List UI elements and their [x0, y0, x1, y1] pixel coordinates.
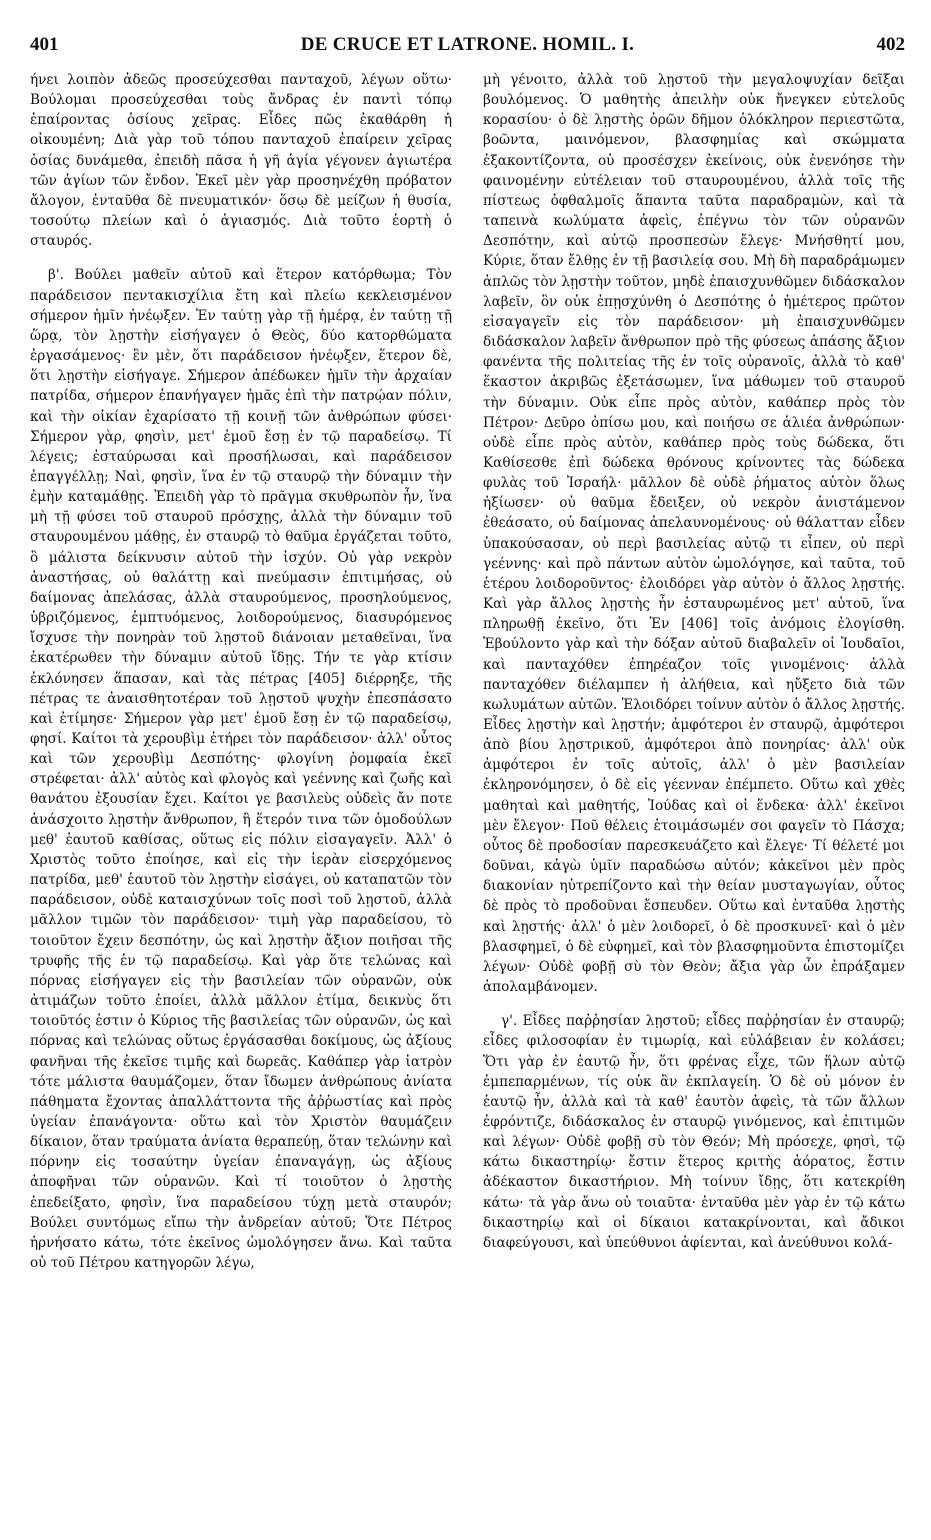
right-column — [483, 70, 905, 1253]
running-title: DE CRUCE ET LATRONE. HOMIL. I. — [300, 34, 635, 55]
left-paragraph-2: β'. Βούλει μαθεῖν αὐτοῦ καὶ ἕτερον κατόρθωμα; Τὸν παράδεισον πεντακισχίλια ἔτη καὶ πλείω κεκλεισμένον σήμερον ἡμῖν ἠνέῳξεν. Ἐν ταύτῃ γὰρ τῇ ἡμέρᾳ, ἐν ταύτῃ τῇ ὥρᾳ, τὸν λῃστὴν εἰσήγαγεν ὁ Θεὸς, δύο κατορθώματα ἐργασάμενος· ἓν μὲν, ὅτι παράδεισον ἠνέῳξεν, ἕτερον δὲ, ὅτι λῃστὴν εἰσήγαγε. Σήμερον ἀπέδωκεν ἡμῖν τὴν ἀρχαίαν πατρίδα, σήμερον ἐπανήγαγεν ἡμᾶς ἐπὶ τὴν πατρῴαν πόλιν, καὶ τὴν οἰκίαν ἐχαρίσατο τῇ κοινῇ τῶν ἀνθρώπων φύσει· Σήμερον γὰρ, φησὶν, μετ' ἐμοῦ ἔσῃ ἐν τῷ παραδείσῳ. Τί λέγεις; ἐσταύρωσαι καὶ προσήλωσαι, καὶ παράδεισον ἐπαγγέλλῃ; Ναὶ, φησὶν, ἵνα ἐν τῷ σταυρῷ τὴν δύναμιν τὴν ἐμὴν καταμάθῃς. Ἐπειδὴ γὰρ τὸ πρᾶγμα σκυθρωπὸν ἦν, ἵνα μὴ τῇ φύσει τοῦ σταυροῦ πρόσχῃς, ἀλλὰ τὴν δύναμιν τοῦ σταυρουμένου μάθῃς, ἐν σταυρῷ τὸ θαῦμα ἐργάζεται τοῦτο, ὃ μάλιστα δείκνυσιν αὐτοῦ τὴν ἰσχύν. Οὐ γὰρ νεκρὸν ἀναστήσας, οὐ θαλάττῃ καὶ πνεύμασιν ἐπιτιμήσας, οὐ δαίμονας ἀπελάσας, ἀλλὰ σταυρούμενος, προσηλούμενος, ὑβριζόμενος, ἐμπτυόμενος, λοιδορούμενος, διασυρόμενος ἴσχυσε τὴν πονηρὰν τοῦ λῃστοῦ διάνοιαν μεταθεῖναι, ἵνα ἑκατέρωθεν τὴν δύναμιν αὐτοῦ ἴδῃς. Τήν τε γὰρ κτίσιν ἐκλόνησεν ἅπασαν, καὶ τὰς πέτρας [405] διέρρηξε, τῆς πέτρας τε ἀναισθητοτέραν τοῦ λῃστοῦ ψυχὴν ἐπεσπάσατο καὶ ἐτίμησε· Σήμερον γὰρ μετ' ἐμοῦ ἔσῃ ἐν τῷ παραδείσῳ, φησί. Καίτοι τὰ χερουβὶμ ἐτήρει τὸν παράδεισον· ἀλλ' οὗτος καὶ τῶν χερουβὶμ Δεσπότης· φλογίνη ῥομφαία ἐκεῖ στρέφεται· ἀλλ' αὐτὸς καὶ φλογὸς καὶ γεέννης καὶ ζωῆς καὶ θανάτου ἐξουσίαν ἔχει. Καίτοι γε βασιλεὺς οὐδεὶς ἄν ποτε ἀνάσχοιτο λῃστὴν ἄνθρωπον, ἢ ἕτερόν τινα τῶν ὁμοδούλων μεθ' ἑαυτοῦ καθίσας, οὕτως εἰς πόλιν εἰσαγαγεῖν. Ἀλλ' ὁ Χριστὸς τοῦτο ἐποίησε, καὶ εἰς τὴν ἱερὰν εἰσερχόμενος πατρίδα, μεθ' ἑαυτοῦ τὸν λῃστὴν εἰσάγει, οὐ καταπατῶν τὸν παράδεισον, οὐδὲ καταισχύνων τοῖς ποσὶ τοῦ λῃστοῦ, ἀλλὰ μᾶλλον τιμῶν τὸν παράδεισον· τιμὴ γὰρ παραδείσου, τὸ τοιοῦτον ἔχειν δεσπότην, ὡς καὶ λῃστὴν ἄξιον ποιῆσαι τῆς τρυφῆς τῆς ἐν τῷ παραδείσῳ. Καὶ γὰρ ὅτε τελώνας καὶ πόρνας εἰσήγαγεν εἰς τὴν βασιλείαν τῶν οὐρανῶν, οὐκ ἀτιμάζων τοῦτο ἐποίει, ἀλλὰ μᾶλλον ἐτίμα, δεικνὺς ὅτι τοιοῦτός ἐστιν ὁ Κύριος τῆς βασιλείας τῶν οὐρανῶν, ὡς καὶ πόρνας καὶ τελώνας οὕτως ἐργάσασθαι δοκίμους, ὡς ἀξίους φανῆναι τῆς ἐκεῖσε τιμῆς καὶ δωρεᾶς. Καθάπερ γὰρ ἰατρὸν τότε μάλιστα θαυμάζομεν, ὅταν ἴδωμεν ἀνθρώπους ἀνίατα πάθηματα ἔχοντας ἀπαλλάττοντα τῆς ἀῤῥωστίας καὶ πρὸς ὑγείαν ἐπανάγοντα· οὕτω καὶ τὸν Χριστὸν θαυμάζειν δίκαιον, ὅταν τραύματα ἀνίατα θεραπεύῃ, ὅταν τελώνην καὶ πόρνην εἰς τοσαύτην ὑγείαν ἐπαναγάγῃ, ὡς ἀξίους ἀποφῆναι τῶν οὐρανῶν. Καὶ τί τοιοῦτον ὁ λῃστὴς ἐπεδείξατο, φησὶν, ἵνα παραδείσου τύχῃ μετὰ σταυρόν; Βούλει συντόμως εἴπω τὴν ἀνδρείαν αὐτοῦ; Ὅτε Πέτρος ἠρνήσατο κάτω, τότε ἐκεῖνος ὡμολόγησεν ἄνω. Καὶ ταῦτα οὐ τοῦ Πέτρου κατηγορῶν λέγω, — [30, 267, 452, 1272]
right-paragraph-1: μὴ γένοιτο, ἀλλὰ τοῦ λῃστοῦ τὴν μεγαλοψυχίαν δεῖξαι βουλόμενος. Ὁ μαθητὴς ἀπειλὴν οὐκ ἤνεγκεν εὐτελοῦς κορασίου· ὁ δὲ λῃστὴς ὁρῶν δῆμον ὁλόκληρον περιεστῶτα, βοῶντα, μαινόμενον, βλασφημίας καὶ σκώμματα ἐξακοντίζοντα, οὐ προσέσχεν ἐκείνοις, οὐκ ἐνενόησε τὴν φαινομένην εὐτέλειαν τοῦ σταυρουμένου, ἀλλὰ τοῖς τῆς πίστεως ὀφθαλμοῖς ἅπαντα ταῦτα παραδραμὼν, καὶ τὰ ταπεινὰ κωλύματα ἀφεὶς, ἐπέγνω τὸν τῶν οὐρανῶν Δεσπότην, καὶ αὐτῷ προσπεσὼν ἔλεγε· Μνήσθητί μου, Κύριε, ὅταν ἔλθῃς ἐν τῇ βασιλείᾳ σου. Μὴ δὴ παραδράμωμεν ἁπλῶς τὸν λῃστὴν τοῦτον, μηδὲ ἐπαισχυνθῶμεν διδάσκαλον λαβεῖν, ὃν οὐκ ἐπῃσχύνθη ὁ Δεσπότης ὁ ἡμέτερος πρῶτον εἰσαγαγεῖν εἰς τὸν παράδεισον· μὴ ἐπαισχυνθῶμεν διδάσκαλον λαβεῖν ἄνθρωπον πρὸ τῆς φύσεως ἁπάσης ἄξιον φανέντα τῆς πολιτείας τῆς ἐν τοῖς οὐρανοῖς, ἀλλὰ τὸ καθ' ἕκαστον ἀκριβῶς ἐξετάσωμεν, ἵνα μάθωμεν τοῦ σταυροῦ τὴν δύναμιν. Οὐκ εἶπε πρὸς αὐτὸν, καθάπερ πρὸς τὸν Πέτρον· Δεῦρο ὀπίσω μου, καὶ ποιήσω σε ἁλιέα ἀνθρώπων· οὐδὲ εἶπε πρὸς αὐτὸν, καθάπερ πρὸς τοὺς δώδεκα, ὅτι Καθίσεσθε ἐπὶ δώδεκα θρόνους κρίνοντες τὰς δώδεκα φυλὰς τοῦ Ἰσραήλ· μᾶλλον δὲ οὐδὲ ῥήματος αὐτὸν ὅλως ἠξίωσεν· οὐ θαῦμα ἔδειξεν, οὐ νεκρὸν ἀνιστάμενον ἐθεάσατο, οὐ δαίμονας ἀπελαυνομένους· οὐ θάλατταν εἶδεν ὑπακούσασαν, οὐ περὶ βασιλείας αὐτῷ τι εἶπεν, οὐ περὶ γεέννης· καὶ πρὸ πάντων αὐτὸν ὡμολόγησε, καὶ ταῦτα, τοῦ ἑτέρου λοιδοροῦντος· ἐλοιδόρει γὰρ αὐτὸν ὁ ἄλλος λῃστής. Καὶ γὰρ ἄλλος λῃστὴς ἦν ἐσταυρωμένος μετ' αὐτοῦ, ἵνα πληρωθῇ ἐκεῖνο, ὅτι Ἐν [406] τοῖς ἀνόμοις ἐλογίσθη. Ἐβούλοντο γὰρ καὶ τὴν δόξαν αὐτοῦ διαβαλεῖν οἱ Ἰουδαῖοι, καὶ πανταχόθεν ἐπηρέαζον τοῖς γινομένοις· ἀλλὰ πανταχόθεν διέλαμπεν ἡ ἀλήθεια, καὶ ηὔξετο διὰ τῶν κωλυμάτων αὐτῶν. Ἐλοιδόρει τοίνυν αὐτὸν ὁ ἄλλος λῃστής. Εἶδες λῃστὴν καὶ λῃστήν; ἀμφότεροι ἐν σταυρῷ, ἀμφότεροι ἀπὸ βίου λῃστρικοῦ, ἀμφότεροι ἀπὸ πονηρίας· ἀλλ' οὐκ ἀμφότεροι ἐν τοῖς αὐτοῖς, ἀλλ' ὁ μὲν βασιλείαν ἐκληρονόμησεν, ὁ δὲ εἰς γέενναν ἐπέμπετο. Οὕτω καὶ χθὲς μαθηταὶ καὶ μαθητής, Ἰούδας καὶ οἱ ἕνδεκα· ἀλλ' ἐκεῖνοι μὲν ἔλεγον· Ποῦ θέλεις ἑτοιμάσωμέν σοι φαγεῖν τὸ Πάσχα; οὗτος δὲ προδοσίαν παρεσκευάζετο καὶ ἔλεγε· Τί θέλετέ μοι δοῦναι, κἀγὼ ὑμῖν παραδώσω αὐτόν; κἀκεῖνοι μὲν πρὸς διακονίαν ηὐτρεπίζοντο καὶ τὴν θείαν μυσταγωγίαν, οὗτος δὲ πρὸς τὸ προδοῦναι ἔσπευδεν. Οὕτω καὶ ἐνταῦθα λῃστὴς καὶ λῃστής· ἀλλ' ὁ μὲν λοιδορεῖ, ὁ δὲ προσκυνεῖ· καὶ ὁ μὲν βλασφημεῖ, ὁ δὲ εὐφημεῖ, καὶ τὸν βλασφημοῦντα ἐπιστομίζει λέγων· Οὐδὲ φοβῇ σὺ τὸν Θεὸν; ἄξια γὰρ ὧν ἐπράξαμεν ἀπολαμβάνομεν. — [483, 72, 905, 996]
right-paragraph-2: γ'. Εἶδες παῤῥησίαν λῃστοῦ; εἶδες παῤῥησίαν ἐν σταυρῷ; εἶδες φιλοσοφίαν ἐν τιμωρίᾳ, καὶ εὐλάβειαν ἐν κολάσει; Ὅτι γὰρ ἐν ἑαυτῷ ἦν, ὅτι φρένας εἶχε, τῶν ἥλων αὐτῷ ἐμπεπαρμένων, τίς οὐκ ἂν ἐκπλαγείη. Ὁ δὲ οὐ μόνον ἐν ἑαυτῷ ἦν, ἀλλὰ καὶ τὰ καθ' ἑαυτὸν ἀφεὶς, τὰ τῶν ἄλλων ἐφρόντιζε, διδάσκαλος ἐν σταυρῷ γινόμενος, καὶ ἐπιτιμῶν καὶ λέγων· Οὐδὲ φοβῇ σὺ τὸν Θεόν; Μὴ πρόσεχε, φησὶ, τῷ κάτω δικαστηρίῳ· ἔστιν ἕτερος κριτὴς ἀόρατος, ἔστιν ἀδέκαστον δικαστήριον. Μὴ τοίνυν ἴδῃς, ὅτι κατεκρίθη κάτω· τὰ γὰρ ἄνω οὐ τοιαῦτα· ἐνταῦθα μὲν γὰρ ἐν τῷ κάτω δικαστηρίῳ καὶ οἱ δίκαιοι κατακρίνονται, καὶ ἄδικοι διαφεύγουσι, καὶ ὑπεύθυνοι ἀφίενται, καὶ ἀνεύθυνοι κολά- — [483, 1013, 905, 1251]
left-paragraph-1: ήνει λοιπὸν ἀδεῶς προσεύχεσθαι πανταχοῦ, λέγων οὕτω· Βούλομαι προσεύχεσθαι τοὺς ἄνδρας ἐν παντὶ τόπῳ ἐπαίροντας ὁσίους χεῖρας. Εἶδες πῶς ἐκαθάρθη ἡ οἰκουμένη; Διὰ γὰρ τοῦ τόπου πανταχοῦ ἐπαίρειν χεῖρας ὁσίας δυνάμεθα, ἐπειδὴ πᾶσα ἡ γῆ ἁγία γέγονεν ἁγιωτέρα τῶν ἁγίων τῶν ἔνδον. Ἐκεῖ μὲν γὰρ προσηνέχθη πρόβατον ἄλογον, ἐνταῦθα δὲ πνευματικόν· ὅσῳ δὲ μείζων ἡ θυσία, τοσούτῳ πλείων καὶ ὁ ἁγιασμός. Διὰ τοῦτο ἑορτὴ ὁ σταυρός. — [30, 72, 452, 250]
left-page-number: 401 — [30, 34, 59, 55]
running-header — [30, 34, 905, 64]
left-column — [30, 70, 452, 1273]
right-page-number: 402 — [876, 34, 905, 55]
